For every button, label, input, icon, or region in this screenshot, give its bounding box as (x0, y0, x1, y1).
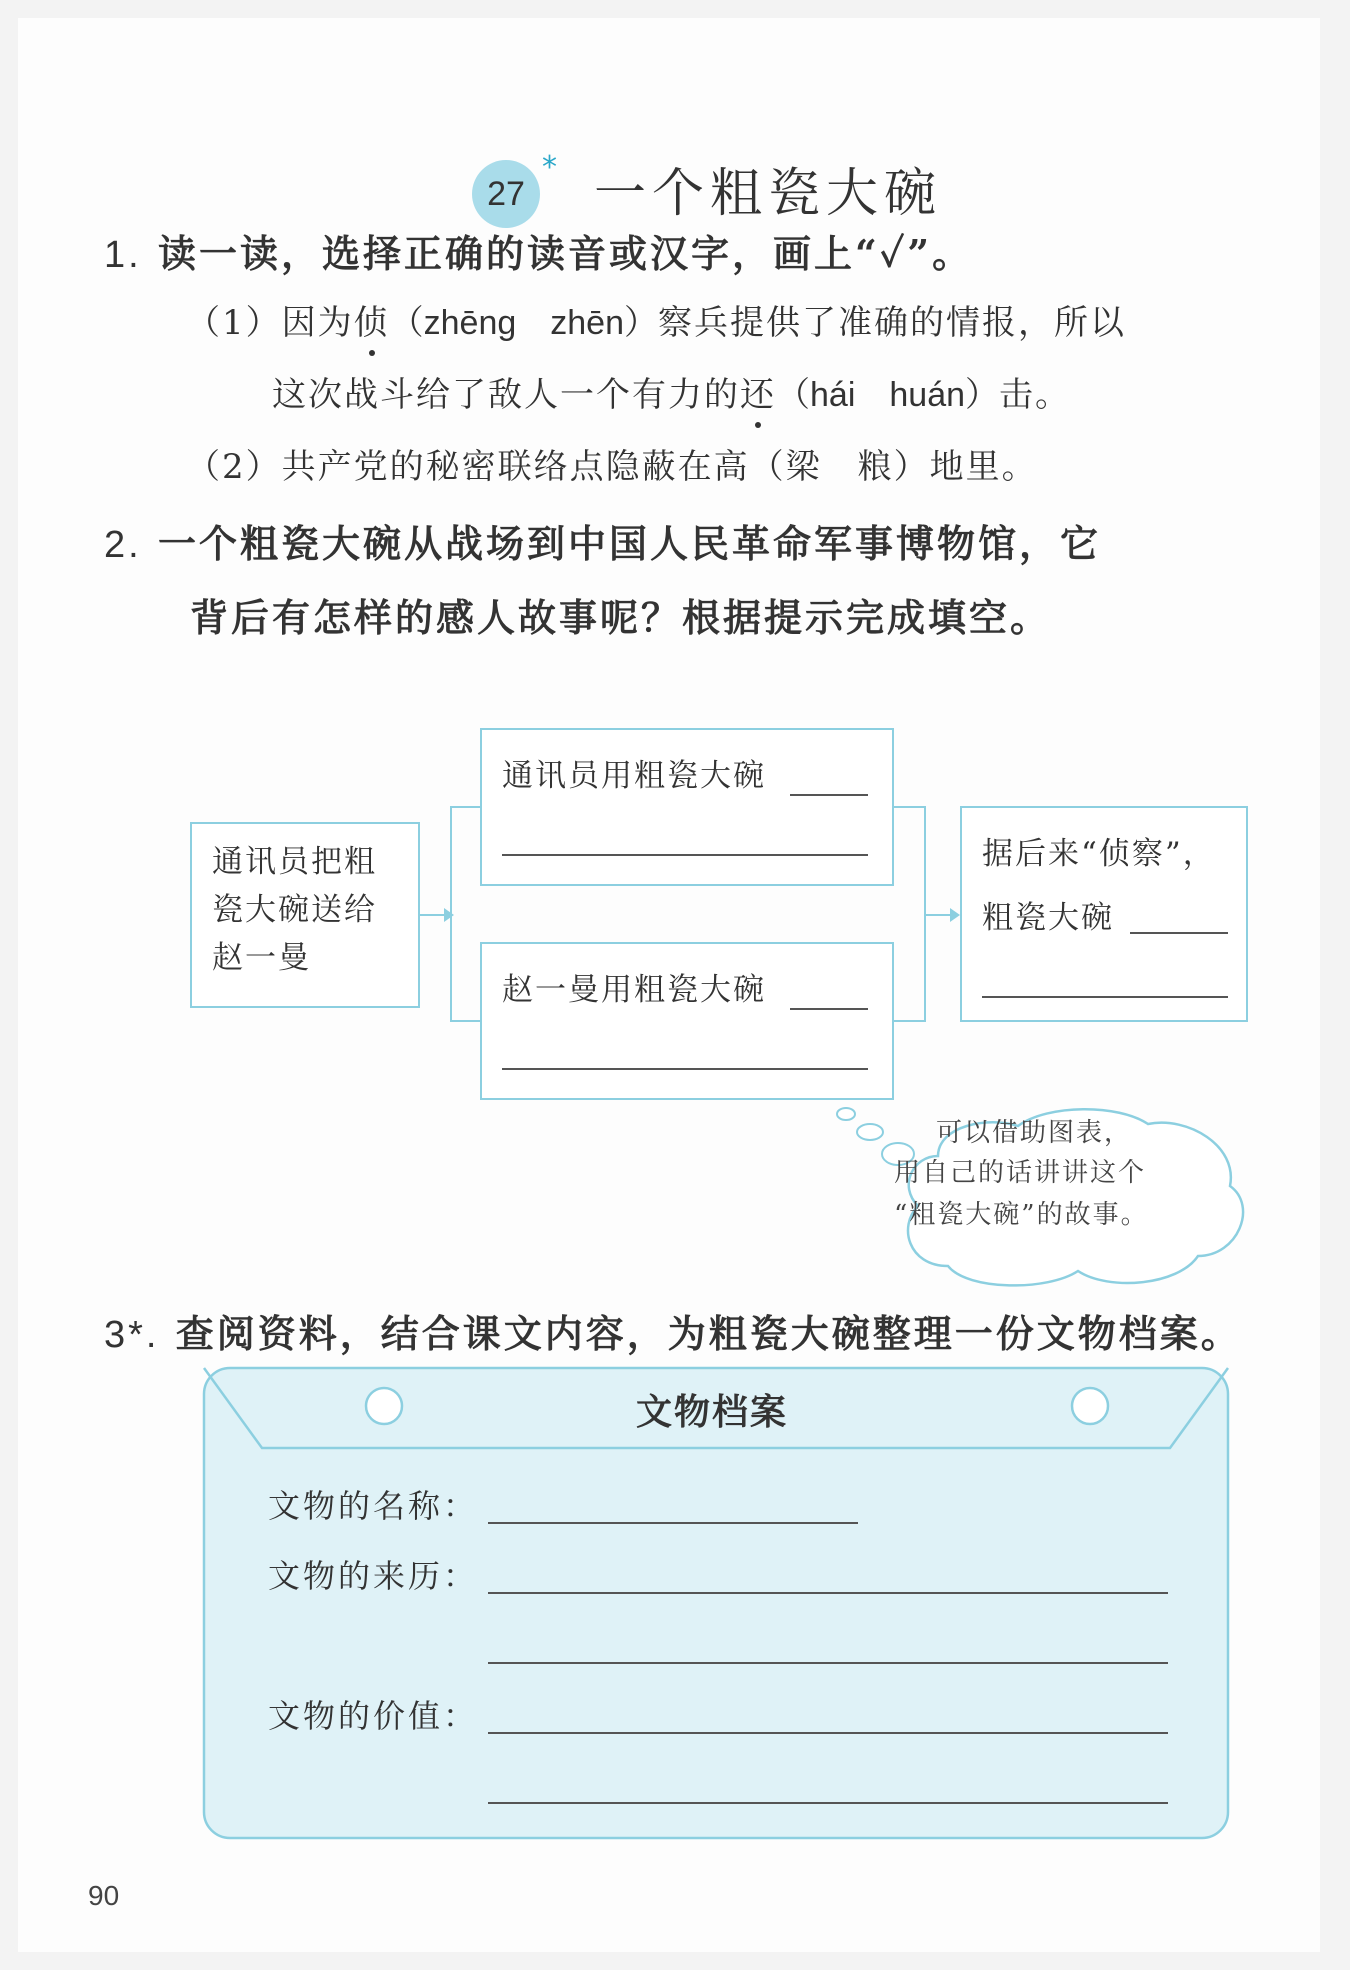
story-box-result-line: 粗瓷大碗 (982, 900, 1114, 936)
story-box-courier-text: 通讯员用粗瓷大碗 (502, 758, 766, 794)
fill-blank[interactable] (1130, 932, 1228, 934)
item-text: 这次战斗给了敌人一个有力的 (272, 375, 740, 415)
archive-title: 文物档案 (636, 1392, 789, 1433)
archive-label-origin: 文物的来历： (268, 1557, 479, 1595)
question-1-item-1-line-2 (272, 370, 1071, 420)
lesson-title: 一个粗瓷大碗 (594, 164, 943, 224)
pinyin-choices[interactable]: （hái huán） (776, 376, 1000, 414)
bracket-left (450, 806, 482, 1022)
story-box-courier (480, 728, 894, 886)
archive-value-blank[interactable] (488, 1732, 1168, 1734)
bubble-text-line: 用自己的话讲讲这个 (894, 1158, 1147, 1188)
fill-blank[interactable] (982, 996, 1228, 998)
fill-blank[interactable] (502, 1068, 868, 1070)
story-box-result-line: 据后来“侦察”， (982, 836, 1216, 872)
lesson-number-badge: 27 (472, 160, 540, 228)
story-box-result (960, 806, 1248, 1022)
question-2-line-1 (104, 518, 1101, 571)
question-1-text: 读一读，选择正确的读音或汉字，画上“✓”。 (157, 231, 974, 276)
question-1-item-1-line-1 (186, 298, 1126, 348)
item-index: （1） (186, 303, 282, 343)
item-text[interactable]: 共产党的秘密联络点隐蔽在高（梁 粮）地里。 (281, 447, 1038, 487)
question-2-line-2: 背后有怎样的感人故事呢？根据提示完成填空。 (190, 595, 1052, 640)
archive-value-blank[interactable] (488, 1802, 1168, 1804)
pinyin-choices[interactable]: （zhēng zhēn） (389, 304, 659, 342)
arrow-head-icon (950, 908, 960, 922)
bubble-text-line: “粗瓷大碗”的故事。 (894, 1200, 1149, 1230)
question-3-number: 3*. (104, 1314, 160, 1356)
question-1-number: 1. (104, 234, 142, 276)
archive-name-blank[interactable] (488, 1522, 858, 1524)
story-box-zhaoyiman-text: 赵一曼用粗瓷大碗 (502, 972, 766, 1008)
fill-blank[interactable] (502, 854, 868, 856)
item-text: 击。 (999, 375, 1072, 415)
bubble-text-line: 可以借助图表， (936, 1118, 1133, 1148)
page-number: 90 (88, 1880, 120, 1911)
archive-origin-blank[interactable] (488, 1662, 1168, 1664)
story-box-start (190, 822, 420, 1008)
bracket-right (894, 806, 926, 1022)
workbook-page (18, 18, 1320, 1952)
archive-label-value: 文物的价值： (268, 1697, 479, 1735)
question-1 (104, 228, 973, 281)
item-index: （2） (186, 447, 282, 487)
question-2-text: 一个粗瓷大碗从战场到中国人民革命军事博物馆，它 (157, 521, 1101, 566)
archive-label-name: 文物的名称： (268, 1487, 479, 1525)
story-box-start-line: 通讯员把粗 (212, 844, 377, 880)
lesson-header (458, 150, 978, 240)
question-3 (104, 1308, 1242, 1361)
fill-blank[interactable] (790, 794, 868, 796)
dotted-character: 还 (740, 370, 776, 420)
fill-blank[interactable] (790, 1008, 868, 1010)
question-2-number: 2. (104, 524, 142, 566)
story-box-start-line: 瓷大碗送给 (212, 892, 377, 928)
archive-origin-blank[interactable] (488, 1592, 1168, 1594)
lesson-star-mark: * (542, 150, 557, 185)
question-1-item-2 (186, 442, 1038, 492)
story-box-zhaoyiman (480, 942, 894, 1100)
story-box-start-line: 赵一曼 (212, 940, 311, 976)
archive-folder (202, 1366, 1252, 1866)
item-text: 察兵提供了准确的情报，所以 (658, 303, 1127, 343)
item-text: 因为 (281, 303, 354, 343)
dotted-character: 侦 (354, 298, 390, 348)
question-3-text: 查阅资料，结合课文内容，为粗瓷大碗整理一份文物档案。 (175, 1311, 1242, 1356)
